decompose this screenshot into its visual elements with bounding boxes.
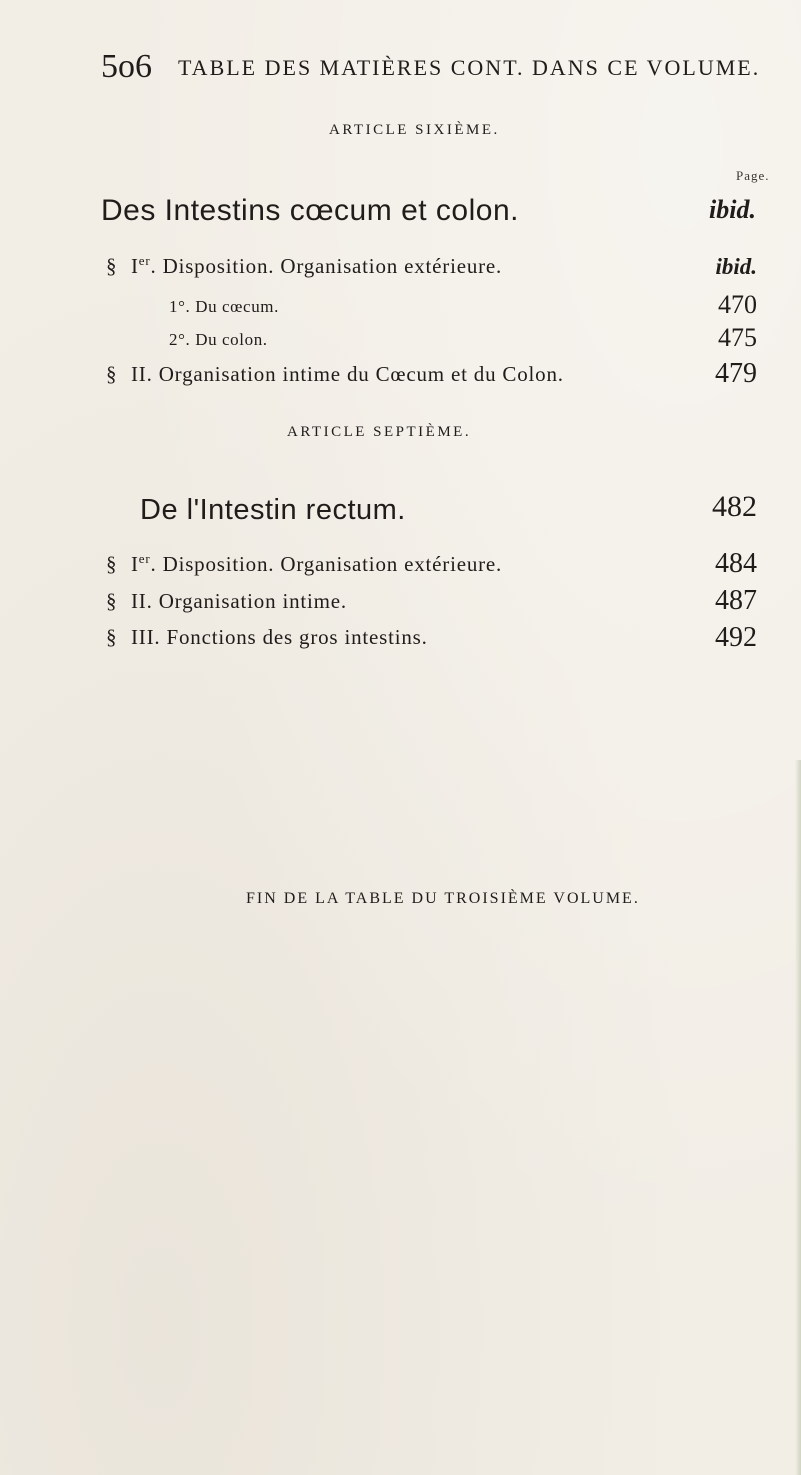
entry-number-superscript: er xyxy=(138,551,151,566)
entry-number: I xyxy=(131,552,139,576)
entry-number: III xyxy=(131,625,155,649)
section-mark: § xyxy=(106,254,118,278)
article-six-title: Des Intestins cœcum et colon. xyxy=(101,194,519,227)
section-mark: § xyxy=(106,589,118,613)
entry-text: . Du colon. xyxy=(185,330,268,349)
toc-sub-entry xyxy=(169,297,279,317)
toc-sub-entry xyxy=(169,330,268,350)
entry-number: II xyxy=(131,362,147,386)
entry-number: II xyxy=(131,589,147,613)
toc-entry xyxy=(106,362,564,387)
toc-entry xyxy=(106,551,502,577)
entry-text: . Du cœcum. xyxy=(185,297,279,316)
entry-number-superscript: er xyxy=(138,253,151,268)
entry-text: . Organisation intime. xyxy=(146,589,347,613)
entry-number: I xyxy=(131,254,139,278)
section-mark: § xyxy=(106,362,118,386)
entry-page: 479 xyxy=(715,358,757,389)
section-mark: § xyxy=(106,552,118,576)
article-seven-heading: ARTICLE SEPTIÈME. xyxy=(287,424,472,440)
article-seven-title: De l'Intestin rectum. xyxy=(140,494,406,526)
entry-number: 2° xyxy=(169,330,186,349)
entry-text: . Disposition. Organisation extérieure. xyxy=(150,254,503,278)
entry-number: 1° xyxy=(169,297,186,316)
page-edge-shadow xyxy=(795,760,801,1475)
running-head: TABLE DES MATIÈRES CONT. DANS CE VOLUME. xyxy=(178,55,761,80)
entry-page: 484 xyxy=(715,548,757,579)
entry-page: 492 xyxy=(715,622,757,653)
article-seven-title-page: 482 xyxy=(712,490,757,523)
entry-page: 487 xyxy=(715,585,757,616)
toc-entry xyxy=(106,589,347,614)
entry-page: ibid. xyxy=(715,254,757,279)
page-column-label: Page. xyxy=(736,168,770,183)
page-number: 5o6 xyxy=(101,48,152,85)
article-six-heading: ARTICLE SIXIÈME. xyxy=(329,122,500,138)
article-six-title-page: ibid. xyxy=(709,195,756,224)
entry-text: . Disposition. Organisation extérieure. xyxy=(150,552,503,576)
toc-entry xyxy=(106,625,428,650)
end-of-table-note: FIN DE LA TABLE DU TROISIÈME VOLUME. xyxy=(246,890,640,907)
entry-page: 475 xyxy=(718,323,757,352)
toc-entry xyxy=(106,253,502,279)
section-mark: § xyxy=(106,625,118,649)
entry-page: 470 xyxy=(718,290,757,319)
entry-text: . Organisation intime du Cœcum et du Colon. xyxy=(146,362,564,386)
entry-text: . Fonctions des gros intestins. xyxy=(154,625,428,649)
